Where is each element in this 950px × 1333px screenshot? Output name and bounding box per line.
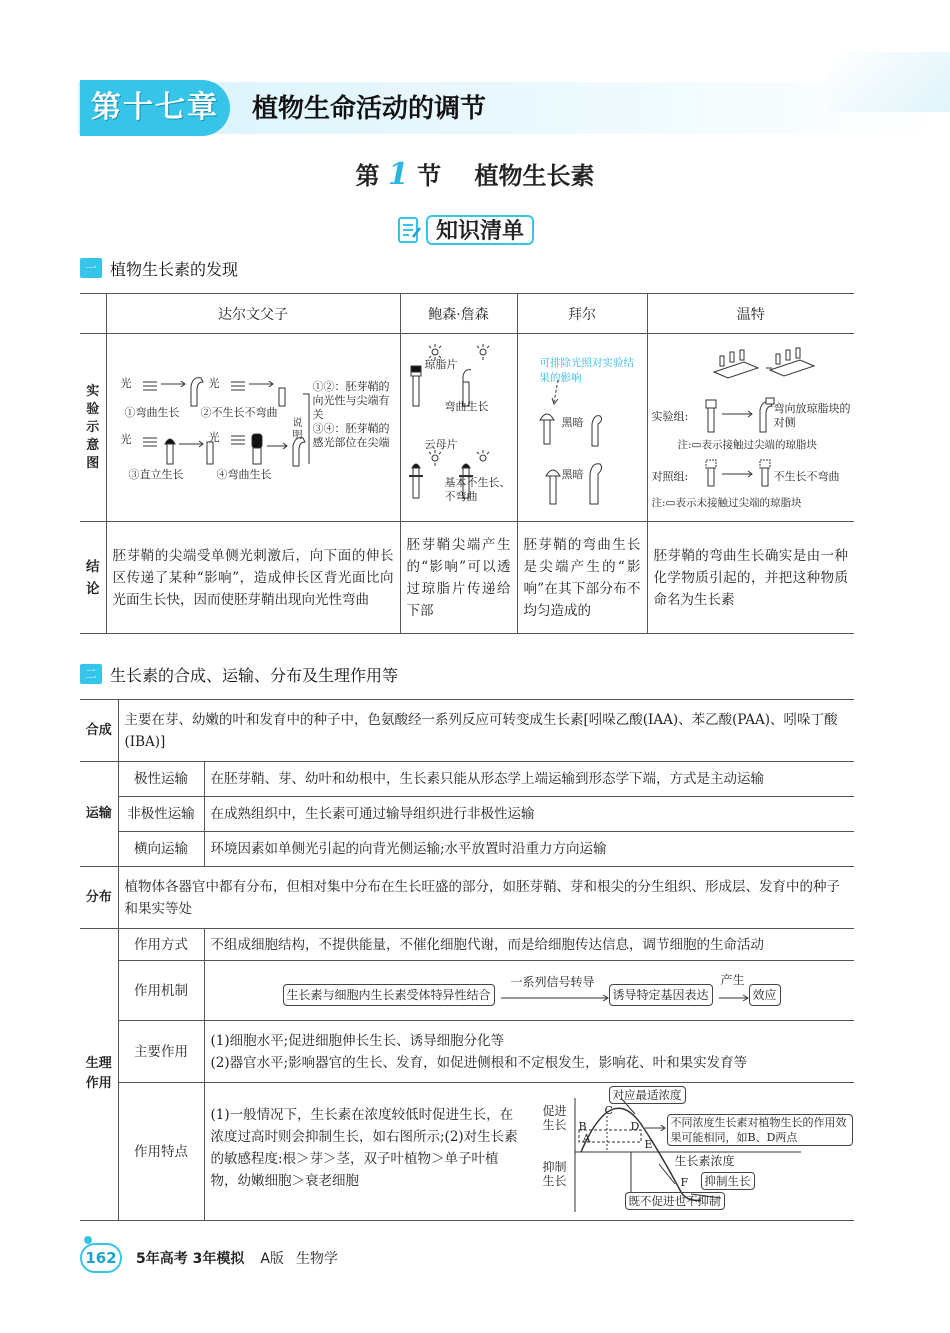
- mechanism-arrow-1: [501, 986, 613, 1006]
- book-subject: 生物学: [295, 1251, 338, 1267]
- conclusion-darwin: 胚芽鞘的尖端受单侧光刺激后，向下面的伸长区传递了某种“影响”，造成伸长区背光面比向光面生长快，因而使胚芽鞘出现向光性弯曲: [106, 522, 400, 634]
- book-version: A版: [260, 1251, 284, 1267]
- graph-inhibit-label: 抑制生长: [701, 1172, 755, 1190]
- chapter-title: 植物生命活动的调节: [252, 94, 487, 124]
- graph-point-e: E: [644, 1137, 653, 1151]
- boysen-agar: 琼脂片: [424, 358, 458, 371]
- part2-title: 生长素的合成、运输、分布及生理作用等: [110, 665, 399, 685]
- graph-opt-label: 对应最适浓度: [609, 1086, 686, 1104]
- part2-mark: 二: [80, 664, 102, 684]
- darwin-light-1: 光: [120, 377, 132, 390]
- graph-xlabel: 生长素浓度: [674, 1153, 735, 1168]
- graph-point-b: B: [578, 1119, 587, 1133]
- section-number: 1: [387, 157, 409, 192]
- went-note-2: 注:▭表示未接触过尖端的琼脂块: [651, 497, 802, 509]
- darwin-light-4: 光: [208, 431, 220, 444]
- features-cell: [204, 1083, 854, 1221]
- graph-note: 不同浓度生长素对植物生长的作用效果可能相同，如B、D两点: [667, 1114, 853, 1146]
- main-cell: [204, 1021, 854, 1083]
- chapter-tag: 第十七章: [80, 80, 230, 136]
- darwin-caption-4: ④弯曲生长: [216, 468, 272, 481]
- boysen-mica: 云母片: [424, 438, 458, 451]
- book-title: 5年高考 3年模拟: [136, 1251, 245, 1267]
- features-text: (1)一般情况下，生长素在浓度较低时促进生长，在浓度过高时则会抑制生长，如右图所示;(2)对生长素的敏感程度:根＞芽＞茎，双子叶植物＞单子叶植物，幼嫩细胞＞衰老细胞: [210, 1106, 518, 1189]
- went-exp-label: 实验组:: [651, 410, 689, 423]
- mechanism-box-gene: 诱导特定基因表达: [609, 984, 713, 1006]
- transport-label: 运输: [80, 762, 118, 867]
- part1-title: 植物生长素的发现: [110, 259, 239, 279]
- boysen-diagram: [400, 334, 517, 522]
- graph-y-promote: 促进生长: [542, 1103, 567, 1132]
- features-name: 作用特点: [118, 1083, 204, 1221]
- main-line-2: (2)器官水平;影响器官的生长、发育，如促进侧根和不定根发生，影响花、叶和果实发育等: [210, 1054, 748, 1071]
- graph-point-d: D: [630, 1119, 640, 1133]
- graph-neither-label: 既不促进也不抑制: [625, 1192, 725, 1210]
- physiology-label-text: 生理作用: [85, 1056, 112, 1091]
- conclusion-went: 胚芽鞘的弯曲生长确实是由一种化学物质引起的，并把这种物质命名为生长素: [647, 522, 854, 634]
- col-darwin: 达尔文父子: [106, 294, 400, 334]
- mechanism-flow: [211, 966, 849, 1016]
- paal-note: 可排除光照对实验结果的影响: [539, 357, 634, 384]
- mode-name: 作用方式: [118, 929, 204, 961]
- part1-mark: 一: [80, 258, 102, 278]
- main-line-1: (1)细胞水平;促进细胞伸长生长、诱导细胞分化等: [210, 1032, 505, 1049]
- conclusion-boysen: 胚芽鞘尖端产生的“影响”可以透过琼脂片传递给下部: [400, 522, 517, 634]
- graph-point-c: C: [604, 1103, 613, 1117]
- darwin-light-3: 光: [120, 433, 132, 446]
- darwin-light-2: 光: [208, 377, 220, 390]
- darwin-caption-2: ②不生长不弯曲: [200, 406, 278, 419]
- paal-dark-2: 黑暗: [561, 468, 584, 481]
- row-label-diagram: 实 验 示 意 图: [80, 334, 106, 522]
- mechanism-cell: [204, 961, 854, 1021]
- col-boysen: 鲍森·詹森: [400, 294, 517, 334]
- graph-y-inhibit: 抑制生长: [542, 1159, 567, 1188]
- col-paal: 拜尔: [517, 294, 647, 334]
- darwin-diagram: [106, 334, 400, 522]
- went-diagram: [647, 334, 854, 522]
- synthesis-text: 主要在芽、幼嫩的叶和发育中的种子中，色氨酸经一系列反应可转变成生长素[吲哚乙酸(IAA)、苯乙酸(PAA)、吲哚丁酸(IBA)]: [118, 700, 854, 762]
- row-label-conclusion: 结 论: [80, 522, 106, 634]
- physiology-label: [80, 929, 118, 1221]
- boysen-result-1: 弯曲生长: [444, 400, 489, 413]
- mode-text: 不组成细胞结构，不提供能量，不催化细胞代谢，而是给细胞传达信息，调节细胞的生命活动: [204, 929, 854, 961]
- transport-nonpolar-text: 在成熟组织中，生长素可通过输导组织进行非极性运输: [204, 797, 854, 832]
- darwin-caption-1: ①弯曲生长: [124, 406, 180, 419]
- darwin-explain-label: 说明: [292, 418, 303, 441]
- knowledge-header-label: 知识清单: [426, 215, 534, 245]
- graph-point-a: A: [582, 1131, 591, 1145]
- went-ctrl-label: 对照组:: [651, 470, 689, 483]
- banner-decoration: [830, 52, 950, 112]
- part1-heading: [80, 257, 238, 279]
- transport-polar-text: 在胚芽鞘、芽、幼叶和幼根中，生长素只能从形态学上端运输到形态学下端，方式是主动运输: [204, 762, 854, 797]
- corner-cell: [80, 294, 106, 334]
- darwin-explain: ①②：胚芽鞘的向光性与尖端有关 ③④：胚芽鞘的感光部位在尖端: [312, 380, 390, 449]
- page-footer: [80, 1243, 338, 1273]
- col-went: 温特: [647, 294, 854, 334]
- mechanism-arrow-2-label: 产生: [720, 972, 745, 987]
- mechanism-name: 作用机制: [118, 961, 204, 1021]
- checklist-icon: [396, 215, 422, 245]
- transport-polar-name: 极性运输: [118, 762, 204, 797]
- boysen-result-2: 基本不生长、不弯曲: [444, 476, 511, 503]
- went-note-1: 注:▭表示接触过尖端的琼脂块: [677, 439, 817, 451]
- transport-lateral-text: 环境因素如单侧光引起的向背光侧运输;水平放置时沿重力方向运输: [204, 832, 854, 867]
- paal-diagram: [517, 334, 647, 522]
- transport-lateral-name: 横向运输: [118, 832, 204, 867]
- went-exp-result: 弯向放琼脂块的对侧: [773, 402, 851, 429]
- auxin-table: [80, 699, 854, 1221]
- mechanism-box-binding: 生长素与细胞内生长素受体特异性结合: [283, 984, 495, 1006]
- section-title: [0, 156, 950, 192]
- knowledge-header: [396, 213, 538, 247]
- synthesis-label: 合成: [80, 700, 118, 762]
- mechanism-arrow-2: [719, 986, 751, 1006]
- distribution-label: 分布: [80, 867, 118, 929]
- discovery-table: [80, 293, 854, 634]
- page-number: 162: [80, 1243, 122, 1273]
- conclusion-paal: 胚芽鞘的弯曲生长是尖端产生的“影响”在其下部分布不均匀造成的: [517, 522, 647, 634]
- part2-heading: [80, 663, 398, 685]
- mechanism-box-effect: 效应: [749, 984, 781, 1006]
- transport-nonpolar-name: 非极性运输: [118, 797, 204, 832]
- distribution-text: 植物体各器官中都有分布，但相对集中分布在生长旺盛的部分，如胚芽鞘、芽和根尖的分生组织、形成层、发育中的种子和果实等处: [118, 867, 854, 929]
- section-name: 植物生长素: [474, 161, 595, 190]
- paal-dark-1: 黑暗: [561, 416, 584, 429]
- section-prefix: 第: [355, 161, 380, 190]
- section-suffix: 节: [417, 161, 442, 190]
- went-ctrl-result: 不生长不弯曲: [773, 470, 840, 483]
- graph-point-f: F: [680, 1175, 689, 1189]
- main-name: 主要作用: [118, 1021, 204, 1083]
- darwin-caption-3: ③直立生长: [128, 468, 184, 481]
- mechanism-arrow-1-label: 一系列信号转导: [510, 974, 595, 989]
